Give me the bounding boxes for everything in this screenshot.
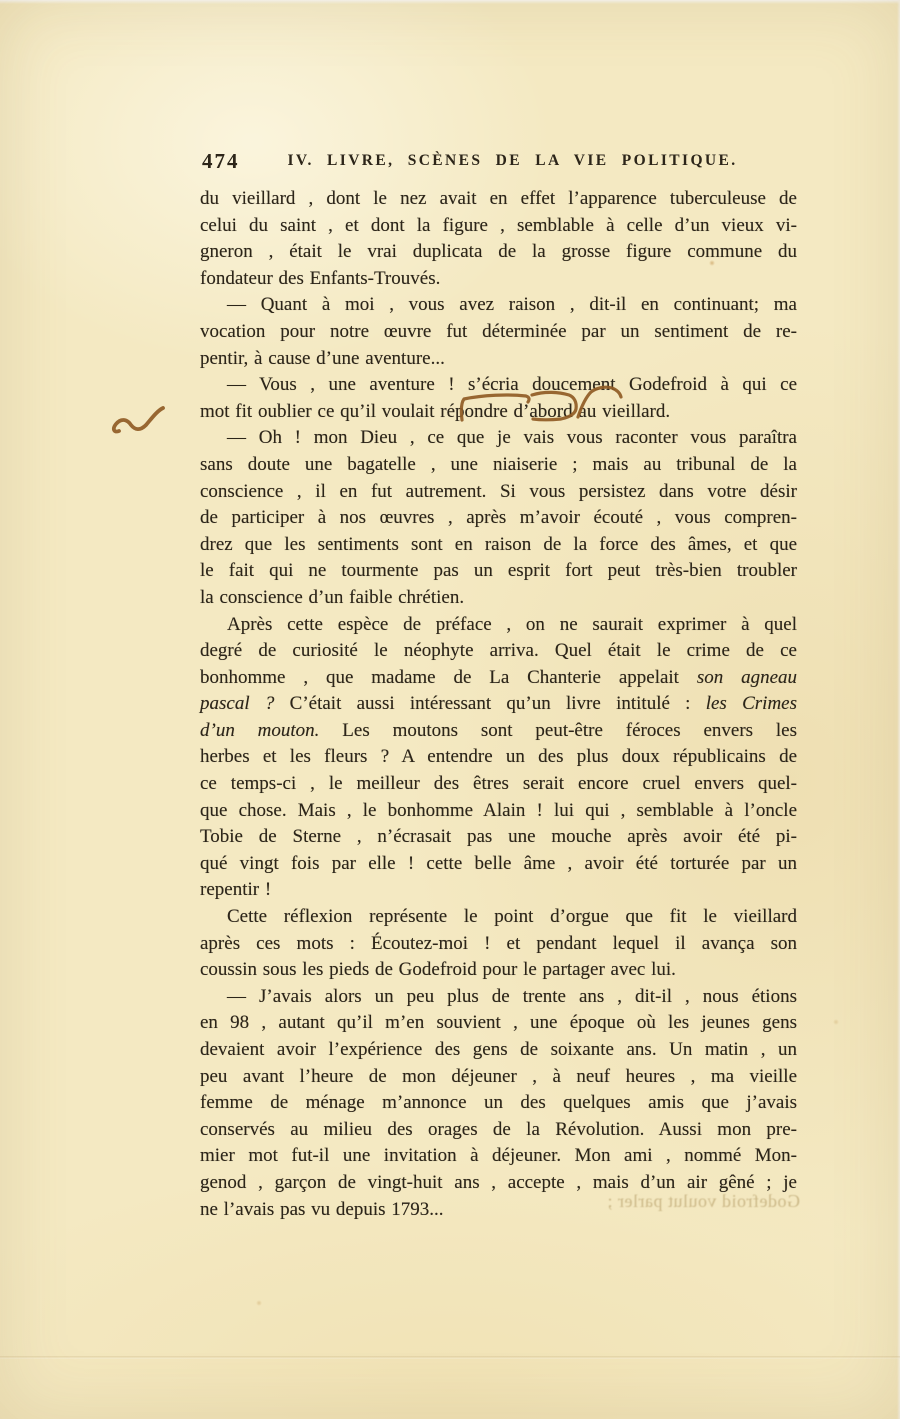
roman-text: genod , garçon de vingt-huit ans , accepte , mais d’un air gêné ; je [200,1171,797,1193]
text-line [200,266,797,293]
text-line [200,638,797,665]
text-line [200,372,797,399]
text-line [200,771,797,798]
text-line [200,718,797,745]
roman-text: — Vous , une aventure ! s’écria doucement Godefroid à qui ce [227,374,797,396]
roman-text: ne l’avais pas vu depuis 1793... [200,1198,444,1220]
text-line [200,505,797,532]
scan-crease-line [0,1356,900,1359]
roman-text: sans doute une bagatelle , une niaiserie ; mais au tribunal de la [200,453,797,475]
text-line [200,691,797,718]
text-line [200,425,797,452]
text-line [200,1037,797,1064]
text-line [200,532,797,559]
text-line [200,186,797,213]
text-line [200,824,797,851]
text-line [200,585,797,612]
text-line [200,319,797,346]
roman-text: que chose. Mais , le bonhomme Alain ! lui qui , semblable à l’oncle [200,799,797,821]
text-line [200,1143,797,1170]
text-line [200,877,797,904]
italic-text: son agneau [696,666,798,688]
roman-text: conscience , il en fut autrement. Si vous persistez dans votre désir [200,480,797,502]
roman-text: vocation pour notre œuvre fut déterminée par un sentiment de re- [200,320,797,342]
page-body [200,186,797,1223]
text-line [200,665,797,692]
page-number: 474 [202,149,240,173]
roman-text: peu avant l’heure de mon déjeuner , à neuf heures , ma vieille [200,1065,797,1087]
text-line [200,399,797,426]
roman-text: bonhomme , que madame de La Chanterie appelait [200,666,697,688]
roman-text: — Quant à moi , vous avez raison , dit-il en continuant; ma [227,294,797,316]
scan-edge-top [0,0,900,4]
roman-text: de participer à nos œuvres , après m’avoir écouté , vous compren- [200,507,797,529]
text-line [200,904,797,931]
roman-text: mier mot fut-il une invitation à déjeuner. Mon ami , nommé Mon- [200,1145,797,1167]
text-line [200,292,797,319]
paragraph [200,186,797,292]
roman-text: Tobie de Sterne , n’écrasait pas une mouche après avoir été pi- [200,826,797,848]
text-line [200,744,797,771]
italic-text: les Crimes [705,693,797,715]
text-line [200,931,797,958]
roman-text: du vieillard , dont le nez avait en effet l’apparence tuberculeuse de [200,188,797,209]
roman-text: drez que les sentiments sont en raison de la force des âmes, et que [200,533,797,555]
roman-text: Après cette espèce de préface , on ne saurait exprimer à quel [227,613,797,635]
italic-text: pascal ? [200,693,275,715]
text-line [200,1010,797,1037]
roman-text: fondateur des Enfants-Trouvés. [200,267,441,289]
margin-squiggle-mark [114,408,163,432]
italic-text: d’un mouton. [200,719,320,741]
text-line [200,1117,797,1144]
paragraph [200,904,797,984]
paragraph [200,292,797,372]
roman-text: ce temps-ci , le meilleur des êtres serait encore cruel envers quel- [200,773,797,795]
text-line [200,346,797,373]
text-line [200,558,797,585]
text-line [200,479,797,506]
text-line [200,239,797,266]
text-line [200,1064,797,1091]
roman-text: en 98 , autant qu’il m’en souvient , une époque où les jeunes gens [200,1012,797,1034]
running-title: IV. LIVRE, SCÈNES DE LA VIE POLITIQUE. [287,152,738,169]
roman-text: gneron , était le vrai duplicata de la grosse figure commune du [200,241,797,263]
roman-text: — Oh ! mon Dieu , ce que je vais vous raconter vous paraîtra [227,427,797,449]
paragraph [200,984,797,1223]
roman-text: — J’avais alors un peu plus de trente ans , dit-il , nous étions [227,985,797,1007]
text-line [200,452,797,479]
text-line [200,213,797,240]
page-header [200,149,797,177]
roman-text: C’était aussi intéressant qu’un livre intitulé : [274,693,706,715]
text-line [200,851,797,878]
roman-text: pentir, à cause d’une aventure... [200,347,445,369]
text-line [200,984,797,1011]
roman-text: qué vingt fois par elle ! cette belle âme , avoir été torturée par un [200,852,797,874]
roman-text: Les moutons sont peut-être féroces envers les [319,719,797,741]
roman-text: Cette réflexion représente le point d’orgue que fit le vieillard [227,906,797,928]
roman-text: repentir ! [200,879,272,901]
paragraph [200,425,797,611]
text-line [200,957,797,984]
roman-text: le fait qui ne tourmente pas un esprit fort peut très-bien troubler [200,560,797,582]
roman-text: conservés au milieu des orages de la Révolution. Aussi mon pre- [200,1118,797,1140]
roman-text: femme de ménage m’annonce un des quelques amis que j’avais [200,1092,797,1114]
roman-text: après ces mots : Écoutez-moi ! et pendant lequel il avança son [200,932,797,954]
text-line [200,612,797,639]
paragraph [200,612,797,905]
roman-text: herbes et les fleurs ? A entendre un des plus doux républicains de [200,746,797,768]
paragraph [200,372,797,425]
roman-text: degré de curiosité le néophyte arriva. Quel était le crime de ce [200,640,797,662]
roman-text: coussin sous les pieds de Godefroid pour le partager avec lui. [200,959,676,981]
bleedthrough-text: Godefroid voulut parler ; [607,1191,800,1211]
roman-text: celui du saint , et dont la figure , semblable à celle d’un vieux vi- [200,214,797,236]
roman-text: mot fit oublier ce qu’il voulait répondre d’abord au vieillard. [200,400,671,422]
roman-text: devaient avoir l’expérience des gens de soixante ans. Un matin , un [200,1039,797,1060]
text-line [200,798,797,825]
roman-text: la conscience d’un faible chrétien. [200,586,465,608]
text-line [200,1090,797,1117]
